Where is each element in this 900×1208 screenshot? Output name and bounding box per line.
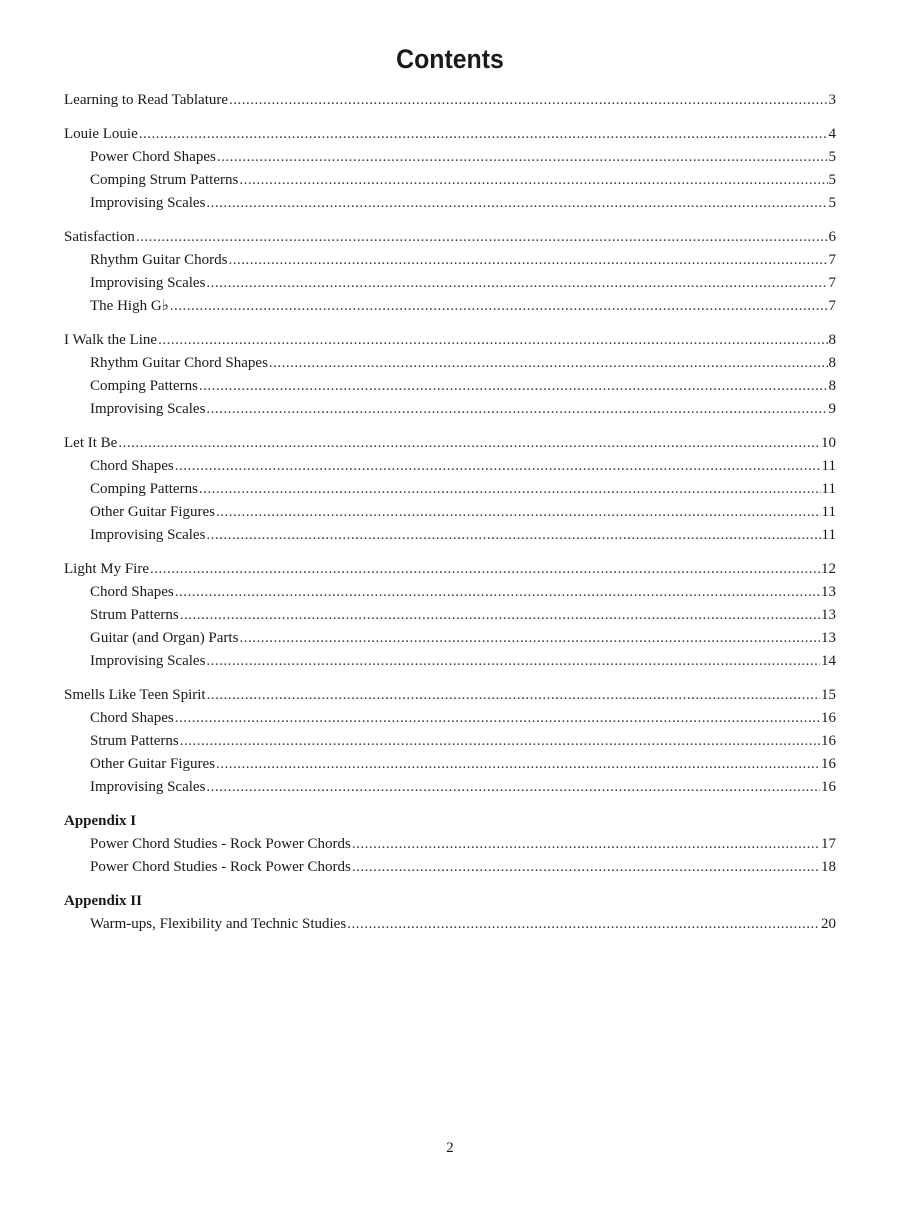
toc-subentry-title: Chord Shapes bbox=[90, 458, 174, 474]
dot-leader bbox=[206, 192, 827, 215]
dot-leader bbox=[207, 684, 820, 707]
dot-leader bbox=[175, 455, 821, 478]
toc-subentry-page: 5 bbox=[828, 149, 836, 165]
toc-section bbox=[64, 226, 836, 318]
toc-subentry-title: Comping Strum Patterns bbox=[90, 172, 239, 188]
toc-subentry[interactable] bbox=[64, 856, 836, 879]
toc-subentry-page: 14 bbox=[821, 653, 836, 669]
toc-entry-title: I Walk the Line bbox=[64, 332, 158, 348]
toc-entry[interactable] bbox=[64, 123, 836, 146]
toc-entry[interactable] bbox=[64, 684, 836, 707]
dot-leader bbox=[206, 398, 827, 421]
toc-entry-title: Learning to Read Tablature bbox=[64, 92, 229, 108]
toc-entry[interactable] bbox=[64, 558, 836, 581]
toc-subentry-page: 16 bbox=[821, 779, 836, 795]
toc-subentry-title: Power Chord Studies - Rock Power Chords bbox=[90, 836, 351, 852]
toc-subentry-page: 13 bbox=[821, 584, 836, 600]
dot-leader bbox=[118, 432, 820, 455]
toc-subentry-title: Comping Patterns bbox=[90, 378, 198, 394]
toc-section bbox=[64, 558, 836, 673]
toc-subentry-title: Strum Patterns bbox=[90, 607, 179, 623]
dot-leader bbox=[229, 249, 828, 272]
toc-entry[interactable] bbox=[64, 226, 836, 249]
dot-leader bbox=[269, 352, 828, 375]
toc-entry-page: 12 bbox=[821, 561, 836, 577]
dot-leader bbox=[136, 226, 828, 249]
toc-subentry[interactable] bbox=[64, 833, 836, 856]
toc-entry-title: Smells Like Teen Spirit bbox=[64, 687, 206, 703]
appendix-title: Appendix I bbox=[64, 813, 137, 829]
toc-subentry[interactable] bbox=[64, 707, 836, 730]
toc-entry-page: 10 bbox=[821, 435, 836, 451]
toc-subentry-title: Warm-ups, Flexibility and Technic Studies bbox=[90, 916, 347, 932]
dot-leader bbox=[352, 856, 820, 879]
appendix-heading[interactable] bbox=[64, 890, 836, 913]
toc-subentry[interactable] bbox=[64, 295, 836, 318]
toc-entry-page: 4 bbox=[828, 126, 836, 142]
appendix-title: Appendix II bbox=[64, 893, 142, 909]
toc-subentry[interactable] bbox=[64, 730, 836, 753]
toc-subentry-page: 16 bbox=[821, 733, 836, 749]
dot-leader bbox=[239, 627, 820, 650]
toc-subentry-title: Improvising Scales bbox=[90, 401, 206, 417]
toc-subentry-page: 11 bbox=[821, 504, 836, 520]
toc-subentry-title: Improvising Scales bbox=[90, 779, 206, 795]
toc-subentry-title: Rhythm Guitar Chord Shapes bbox=[90, 355, 268, 371]
toc-subentry-page: 13 bbox=[821, 607, 836, 623]
toc-entry-page: 8 bbox=[828, 332, 836, 348]
toc-subentry[interactable] bbox=[64, 501, 836, 524]
toc-section bbox=[64, 89, 836, 112]
dot-leader bbox=[239, 169, 827, 192]
page-title: Contents bbox=[396, 44, 504, 74]
toc-subentry-title: Improvising Scales bbox=[90, 653, 206, 669]
toc-subentry-title: Power Chord Shapes bbox=[90, 149, 216, 165]
toc-subentry-title: Improvising Scales bbox=[90, 195, 206, 211]
toc-subentry[interactable] bbox=[64, 455, 836, 478]
toc-subentry[interactable] bbox=[64, 627, 836, 650]
toc-subentry-title: Comping Patterns bbox=[90, 481, 198, 497]
page-number: 2 bbox=[446, 1140, 454, 1156]
toc-subentry-page: 18 bbox=[821, 859, 836, 875]
dot-leader bbox=[216, 501, 821, 524]
toc-subentry[interactable] bbox=[64, 249, 836, 272]
toc-subentry-title: The High G♭ bbox=[90, 298, 169, 314]
toc-subentry-page: 11 bbox=[821, 481, 836, 497]
toc-entry-title: Louie Louie bbox=[64, 126, 138, 142]
toc-subentry-title: Strum Patterns bbox=[90, 733, 179, 749]
dot-leader bbox=[180, 730, 820, 753]
dot-leader bbox=[180, 604, 820, 627]
toc-subentry-page: 7 bbox=[828, 252, 836, 268]
dot-leader bbox=[206, 272, 827, 295]
dot-leader bbox=[206, 776, 820, 799]
toc-appendix bbox=[64, 890, 836, 936]
toc-entry-page: 6 bbox=[828, 229, 836, 245]
toc-subentry-page: 20 bbox=[821, 916, 836, 932]
toc-subentry[interactable] bbox=[64, 776, 836, 799]
toc-subentry-page: 7 bbox=[828, 275, 836, 291]
toc-subentry-title: Chord Shapes bbox=[90, 584, 174, 600]
toc-entry[interactable] bbox=[64, 432, 836, 455]
toc-subentry[interactable] bbox=[64, 352, 836, 375]
toc-subentry[interactable] bbox=[64, 604, 836, 627]
toc-subentry[interactable] bbox=[64, 272, 836, 295]
toc-subentry[interactable] bbox=[64, 169, 836, 192]
toc-subentry-page: 9 bbox=[828, 401, 836, 417]
toc-entry-title: Light My Fire bbox=[64, 561, 149, 577]
dot-leader bbox=[206, 524, 820, 547]
toc-section bbox=[64, 123, 836, 215]
toc-subentry-page: 5 bbox=[828, 172, 836, 188]
toc-entry-page: 15 bbox=[821, 687, 836, 703]
toc-entry-title: Let It Be bbox=[64, 435, 118, 451]
dot-leader bbox=[175, 707, 820, 730]
toc-section bbox=[64, 684, 836, 799]
toc-appendix bbox=[64, 810, 836, 879]
toc-entry-page: 3 bbox=[828, 92, 836, 108]
toc-subentry-page: 16 bbox=[821, 710, 836, 726]
dot-leader bbox=[347, 913, 820, 936]
dot-leader bbox=[175, 581, 820, 604]
toc-subentry-title: Improvising Scales bbox=[90, 275, 206, 291]
toc-subentry-title: Other Guitar Figures bbox=[90, 756, 215, 772]
dot-leader bbox=[229, 89, 827, 112]
toc-subentry-title: Improvising Scales bbox=[90, 527, 206, 543]
toc-section bbox=[64, 329, 836, 421]
toc-entry-title: Satisfaction bbox=[64, 229, 135, 245]
toc-subentry-page: 11 bbox=[821, 527, 836, 543]
toc-subentry-title: Chord Shapes bbox=[90, 710, 174, 726]
toc-subentry[interactable] bbox=[64, 913, 836, 936]
dot-leader bbox=[217, 146, 828, 169]
toc-subentry[interactable] bbox=[64, 524, 836, 547]
toc-entry[interactable] bbox=[64, 89, 836, 112]
dot-leader bbox=[199, 375, 828, 398]
toc-subentry-page: 5 bbox=[828, 195, 836, 211]
toc-subentry[interactable] bbox=[64, 581, 836, 604]
toc-subentry-title: Power Chord Studies - Rock Power Chords bbox=[90, 859, 351, 875]
toc-subentry-page: 16 bbox=[821, 756, 836, 772]
toc-subentry-page: 11 bbox=[821, 458, 836, 474]
toc-subentry[interactable] bbox=[64, 192, 836, 215]
toc-subentry-title: Rhythm Guitar Chords bbox=[90, 252, 228, 268]
toc-subentry[interactable] bbox=[64, 375, 836, 398]
toc-subentry[interactable] bbox=[64, 146, 836, 169]
dot-leader bbox=[158, 329, 827, 352]
toc-subentry[interactable] bbox=[64, 478, 836, 501]
dot-leader bbox=[352, 833, 820, 856]
toc-subentry-title: Guitar (and Organ) Parts bbox=[90, 630, 239, 646]
toc-subentry-page: 17 bbox=[821, 836, 836, 852]
appendix-heading[interactable] bbox=[64, 810, 836, 833]
dot-leader bbox=[206, 650, 820, 673]
dot-leader bbox=[216, 753, 820, 776]
toc-subentry-page: 13 bbox=[821, 630, 836, 646]
toc-subentry[interactable] bbox=[64, 753, 836, 776]
toc-subentry[interactable] bbox=[64, 398, 836, 421]
toc-subentry-title: Other Guitar Figures bbox=[90, 504, 215, 520]
dot-leader bbox=[150, 558, 820, 581]
dot-leader bbox=[199, 478, 821, 501]
toc-subentry-page: 7 bbox=[828, 298, 836, 314]
toc-section bbox=[64, 432, 836, 547]
dot-leader bbox=[170, 295, 828, 318]
toc-subentry[interactable] bbox=[64, 650, 836, 673]
dot-leader bbox=[139, 123, 828, 146]
toc-subentry-page: 8 bbox=[828, 378, 836, 394]
toc-subentry-page: 8 bbox=[828, 355, 836, 371]
toc-entry[interactable] bbox=[64, 329, 836, 352]
table-of-contents bbox=[64, 89, 836, 947]
